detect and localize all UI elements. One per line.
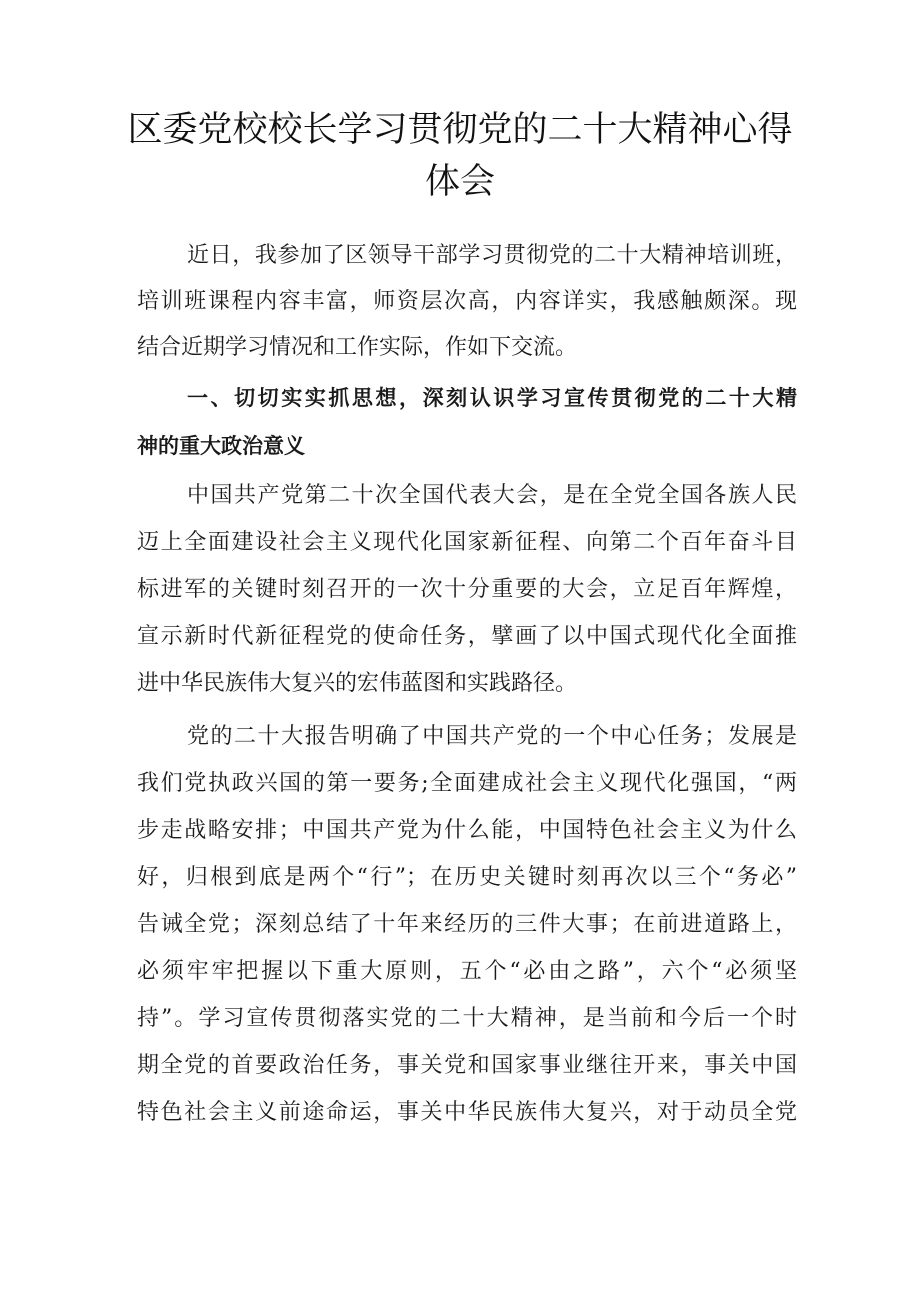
paragraph-1-line-3: 结合近期学习情况和工作实际，作如下交流。 (137, 335, 578, 360)
paragraph-3-line-8: 期全党的首要政治任务，事关党和国家事业继往开来，事关中国 (137, 1053, 797, 1078)
paragraph-3-line-7: 持”。学习宣传贯彻落实党的二十大精神，是当前和今后一个时 (137, 1006, 797, 1031)
paragraph-3-line-6: 必须牢牢把握以下重大原则，五个“必由之路”，六个“必须坚 (137, 959, 797, 984)
paragraph-1-line-2: 培训班课程内容丰富，师资层次高，内容详实，我感触颇深。现 (137, 289, 797, 314)
document-title-line-1: 区委党校校长学习贯彻党的二十大精神心得 (127, 110, 793, 150)
paragraph-2-line-2: 迈上全面建设社会主义现代化国家新征程、向第二个百年奋斗目 (137, 530, 797, 555)
paragraph-2-line-1: 中国共产党第二十次全国代表大会，是在全党全国各族人民 (187, 483, 797, 508)
document-title-line-2: 体会 (424, 162, 495, 202)
section-heading-1-line-2: 神的重大政治意义 (137, 434, 305, 458)
paragraph-1-line-1: 近日，我参加了区领导干部学习贯彻党的二十大精神培训班， (187, 243, 797, 268)
paragraph-2-line-3: 标进军的关键时刻召开的一次十分重要的大会，立足百年辉煌， (137, 577, 797, 602)
paragraph-2-line-5: 进中华民族伟大复兴的宏伟蓝图和实践路径。 (137, 671, 578, 696)
paragraph-3-line-2: 我们党执政兴国的第一要务;全面建成社会主义现代化强国，“两 (137, 771, 797, 796)
paragraph-3-line-5: 告诫全党；深刻总结了十年来经历的三件大事；在前进道路上， (137, 912, 797, 937)
section-heading-1-line-1: 一、切切实实抓思想，深刻认识学习宣传贯彻党的二十大精 (187, 386, 797, 410)
paragraph-2-line-4: 宣示新时代新征程党的使命任务，擘画了以中国式现代化全面推 (137, 624, 797, 649)
paragraph-3-line-1: 党的二十大报告明确了中国共产党的一个中心任务；发展是 (187, 724, 797, 749)
paragraph-3-line-3: 步走战略安排；中国共产党为什么能，中国特色社会主义为什么 (137, 818, 797, 843)
paragraph-3-line-4: 好，归根到底是两个“行”；在历史关键时刻再次以三个“务必” (137, 865, 797, 890)
paragraph-3-line-9: 特色社会主义前途命运，事关中华民族伟大复兴，对于动员全党 (137, 1100, 797, 1125)
